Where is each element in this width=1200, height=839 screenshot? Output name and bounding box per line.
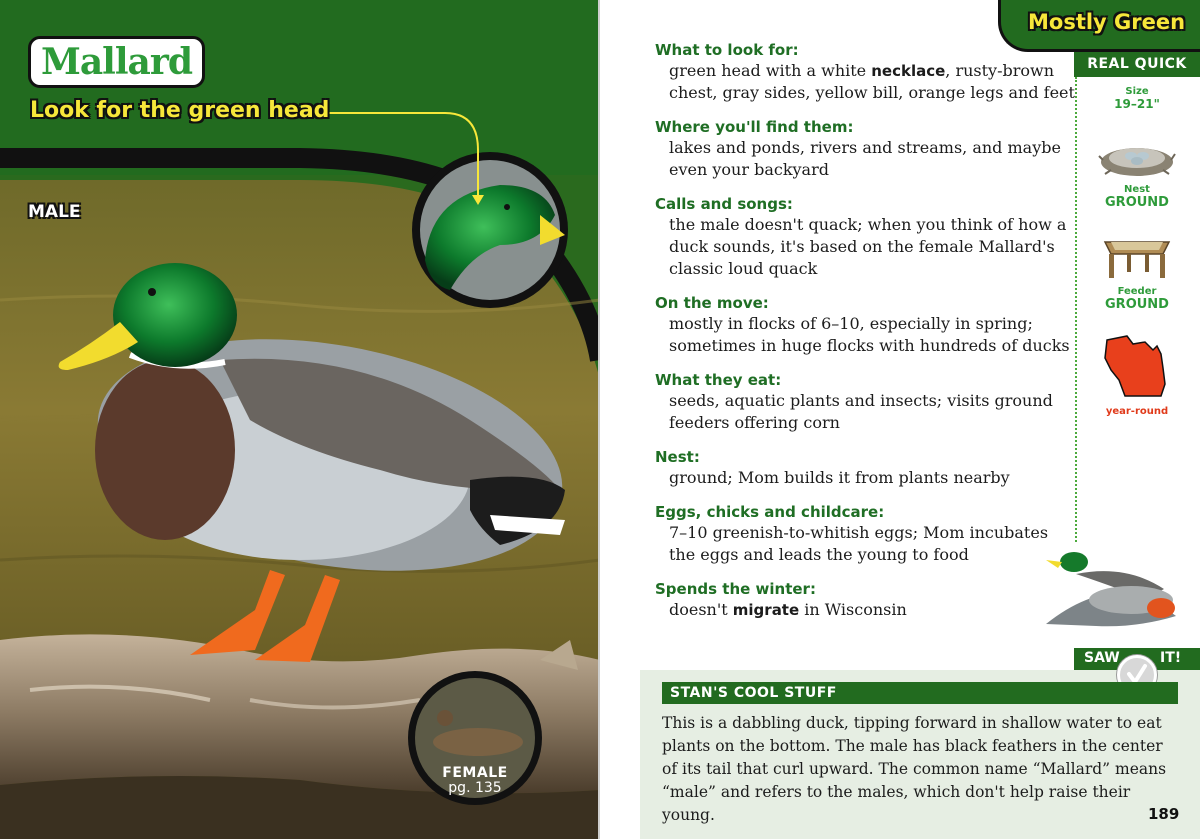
color-tab-label: Mostly Green: [1028, 10, 1186, 34]
facts-list: [655, 40, 1075, 634]
it-label: IT!: [1160, 650, 1182, 666]
fact-item: [655, 40, 1075, 104]
fact-body: green head with a white necklace, rusty-brown chest, gray sides, yellow bill, orange legs and feet: [669, 61, 1075, 102]
feeder-value: GROUND: [1105, 297, 1169, 312]
fact-body: lakes and ponds, rivers and streams, and maybe even your backyard: [669, 138, 1061, 179]
size-value: 19–21": [1114, 97, 1160, 111]
fact-heading: Nest:: [655, 448, 700, 466]
fact-heading: What to look for:: [655, 41, 799, 59]
fact-heading: Where you'll find them:: [655, 118, 854, 136]
fact-body: 7–10 greenish-to-whitish eggs; Mom incubates the eggs and leads the young to food: [669, 523, 1049, 564]
fact-heading: Calls and songs:: [655, 195, 793, 213]
size-info: [1074, 86, 1200, 111]
saw-label: SAW: [1084, 650, 1120, 666]
fact-body: seeds, aquatic plants and insects; visits ground feeders offering corn: [669, 391, 1053, 432]
wisconsin-range-map-icon: [1101, 330, 1173, 402]
fact-heading: Spends the winter:: [655, 580, 816, 598]
right-page: [600, 0, 1200, 839]
cool-stuff-text: This is a dabbling duck, tipping forward in shallow water to eat plants on the bottom. The male has black feathers in the center of its tail that curl upward. The common name “Mallard” means “male” and refers to the males, which don't help raise their young.: [662, 714, 1167, 824]
fact-item: [655, 502, 1075, 566]
glossary-term-migrate[interactable]: migrate: [732, 601, 800, 619]
nest-label: Nest: [1124, 184, 1150, 195]
fact-item: [655, 194, 1075, 280]
fact-body: ground; Mom builds it from plants nearby: [669, 468, 1010, 487]
real-quick-title: REAL QUICK: [1074, 52, 1200, 77]
fact-item: [655, 579, 1075, 621]
fact-heading: What they eat:: [655, 371, 782, 389]
feeder-label: Feeder: [1117, 286, 1157, 297]
identification-tip: Look for the green head: [30, 98, 330, 123]
fact-heading: On the move:: [655, 294, 769, 312]
fact-heading: Eggs, chicks and childcare:: [655, 503, 885, 521]
female-page-ref: pg. 135: [448, 780, 502, 796]
range-label: year-round: [1105, 406, 1169, 417]
female-label: FEMALE: [442, 765, 508, 781]
fact-body: mostly in flocks of 6–10, especially in spring; sometimes in huge flocks with hundreds of ducks: [669, 314, 1070, 355]
female-inset[interactable]: [410, 765, 540, 796]
nest-icon: [1097, 132, 1177, 180]
page-number: 189: [1148, 805, 1180, 823]
feeder-info: [1074, 228, 1200, 312]
fact-item: [655, 370, 1075, 434]
range-info: [1074, 330, 1200, 417]
fact-body: the male doesn't quack; when you think of how a duck sounds, it's based on the female Mallard's classic loud quack: [669, 215, 1067, 278]
fact-item: [655, 447, 1075, 489]
ground-feeder-icon: [1097, 228, 1177, 282]
male-label: MALE: [28, 202, 81, 222]
species-title: Mallard: [28, 36, 205, 88]
nest-value: GROUND: [1105, 195, 1169, 210]
glossary-term-necklace[interactable]: necklace: [871, 62, 946, 80]
fact-item: [655, 117, 1075, 181]
fact-body: doesn't migrate in Wisconsin: [669, 600, 907, 619]
size-label: Size: [1125, 86, 1149, 97]
cool-stuff-title: STAN'S COOL STUFF: [662, 682, 1178, 704]
nest-info: [1074, 132, 1200, 210]
fact-item: [655, 293, 1075, 357]
